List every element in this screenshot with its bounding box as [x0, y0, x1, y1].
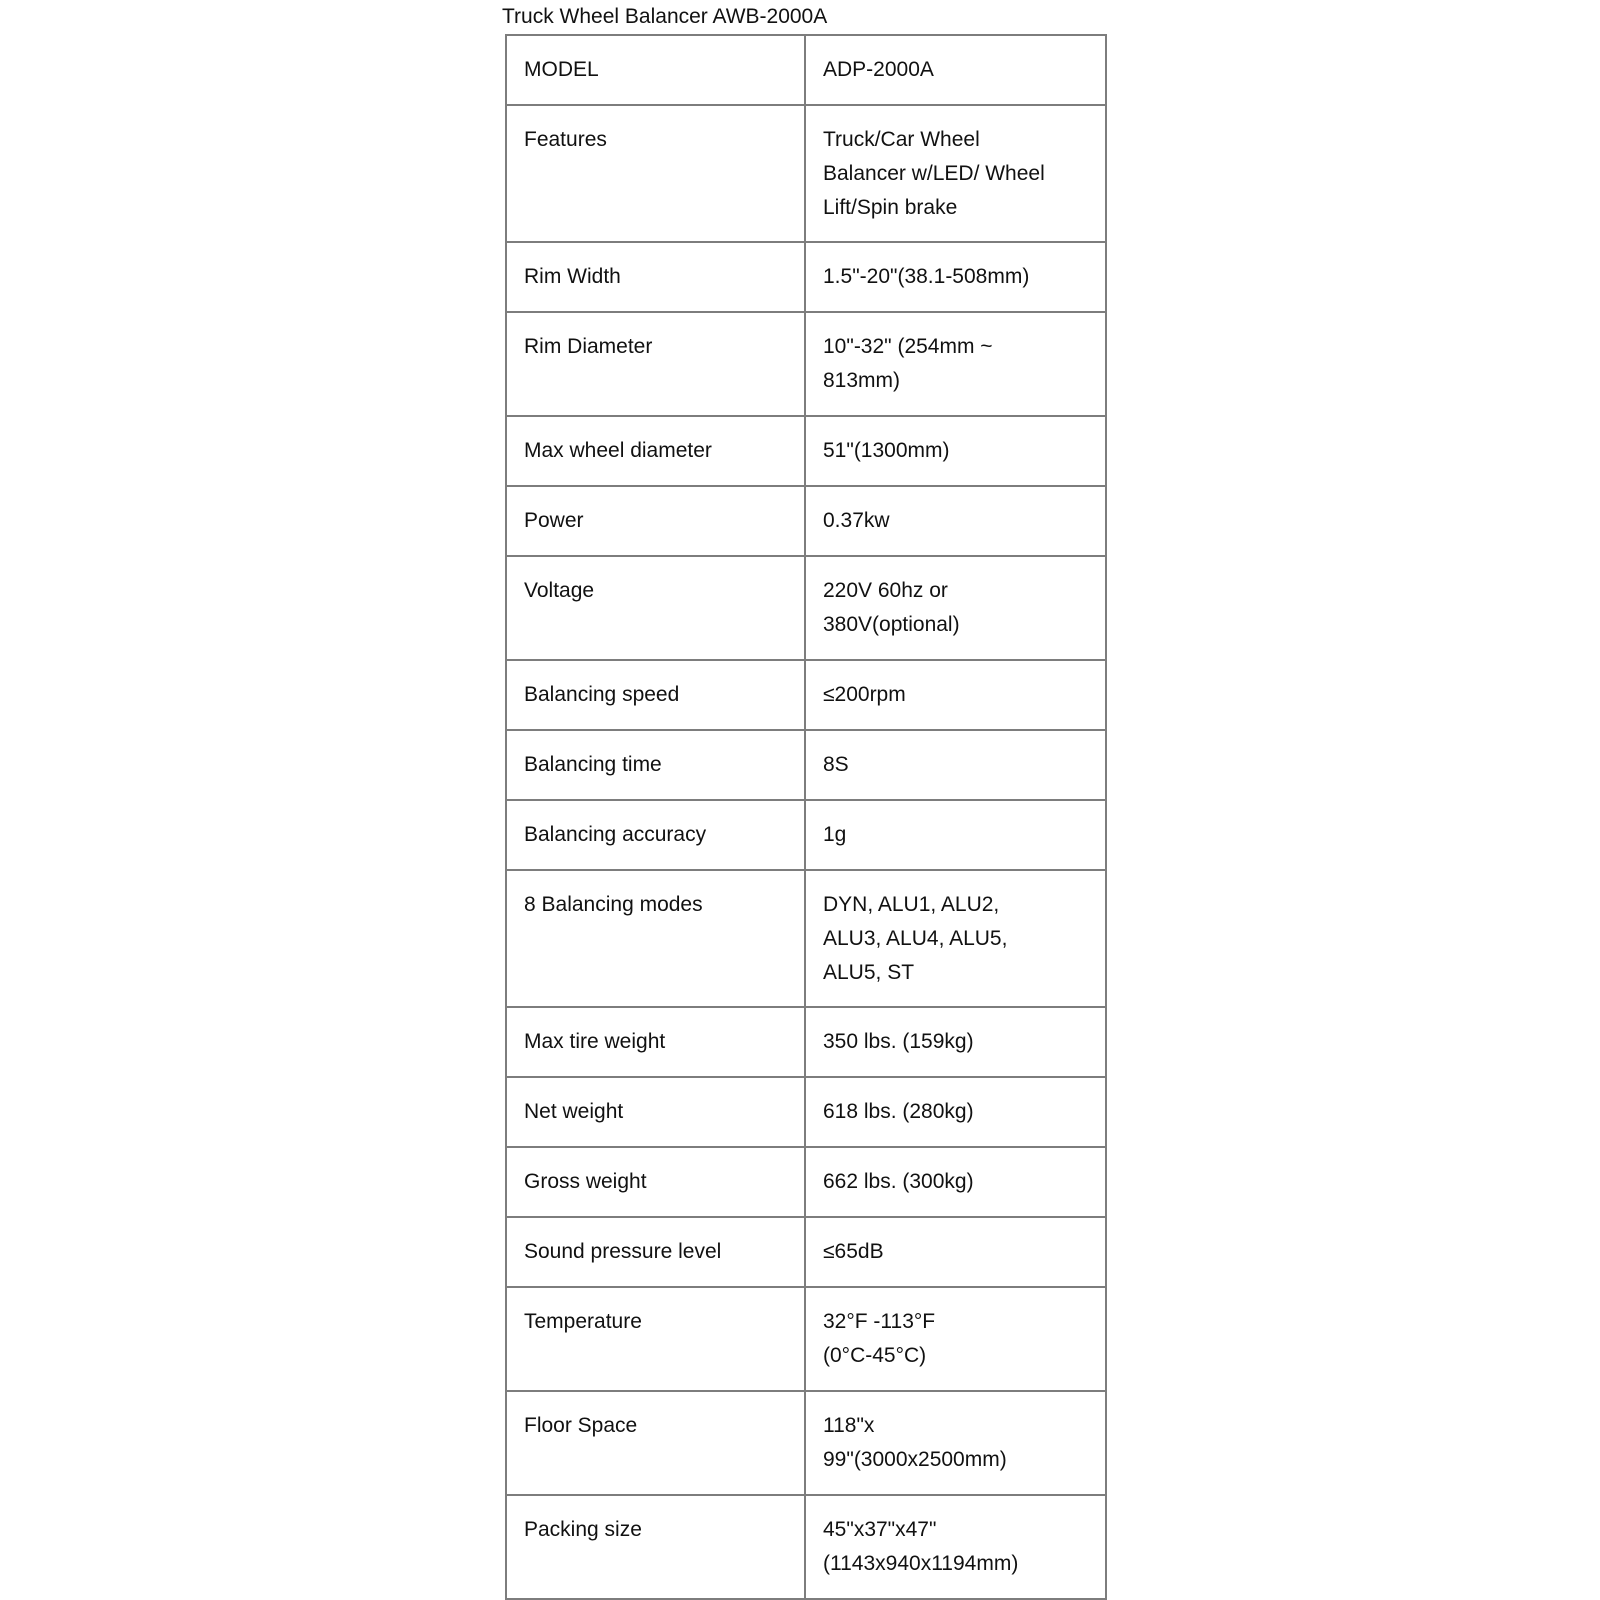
spec-value-text: 8S	[823, 753, 849, 776]
spec-value	[805, 1495, 1106, 1599]
table-row	[506, 1287, 1106, 1391]
spec-value	[805, 800, 1106, 870]
spec-label: Gross weight	[506, 1147, 805, 1217]
spec-table	[505, 34, 1107, 1600]
spec-label: Max tire weight	[506, 1007, 805, 1077]
spec-value-text: DYN, ALU1, ALU2, ALU3, ALU4, ALU5, ALU5, ST	[823, 893, 1008, 984]
spec-value-text: 1g	[823, 823, 847, 846]
spec-value-text: 32°F -113°F (0°C-45°C)	[823, 1310, 936, 1367]
spec-value-text: 220V 60hz or 380V(optional)	[823, 579, 960, 636]
spec-value	[805, 1217, 1106, 1287]
table-row	[506, 870, 1106, 1007]
table-row	[506, 556, 1106, 660]
spec-label: MODEL	[506, 35, 805, 105]
spec-label: Power	[506, 486, 805, 556]
spec-value-text: 1.5"-20"(38.1-508mm)	[823, 265, 1030, 288]
spec-value	[805, 1077, 1106, 1147]
spec-value-text: ≤65dB	[823, 1240, 884, 1263]
spec-value-text: 10"-32" (254mm ~ 813mm)	[823, 335, 993, 392]
spec-label: Net weight	[506, 1077, 805, 1147]
spec-value-text: 0.37kw	[823, 509, 890, 532]
table-row	[506, 416, 1106, 486]
spec-value-text: Truck/Car Wheel Balancer w/LED/ Wheel Lift/Spin brake	[823, 128, 1045, 219]
spec-label: 8 Balancing modes	[506, 870, 805, 1007]
spec-value-text: ADP-2000A	[823, 58, 934, 81]
table-row	[506, 1391, 1106, 1495]
spec-value-text: 350 lbs. (159kg)	[823, 1030, 974, 1053]
spec-label: Balancing accuracy	[506, 800, 805, 870]
table-row	[506, 1077, 1106, 1147]
spec-value-text: ≤200rpm	[823, 683, 906, 706]
table-row	[506, 1007, 1106, 1077]
spec-label: Packing size	[506, 1495, 805, 1599]
table-row	[506, 1217, 1106, 1287]
spec-value	[805, 105, 1106, 242]
spec-value	[805, 1007, 1106, 1077]
spec-value	[805, 35, 1106, 105]
spec-value	[805, 556, 1106, 660]
spec-value	[805, 1391, 1106, 1495]
table-row	[506, 105, 1106, 242]
table-row	[506, 35, 1106, 105]
document-title: Truck Wheel Balancer AWB-2000A	[502, 5, 828, 28]
spec-value-text: 45"x37"x47" (1143x940x1194mm)	[823, 1518, 1019, 1575]
spec-value	[805, 416, 1106, 486]
spec-value	[805, 660, 1106, 730]
spec-value-text: 662 lbs. (300kg)	[823, 1170, 974, 1193]
spec-value	[805, 870, 1106, 1007]
spec-label: Voltage	[506, 556, 805, 660]
spec-label: Floor Space	[506, 1391, 805, 1495]
spec-value	[805, 730, 1106, 800]
table-row	[506, 1147, 1106, 1217]
spec-value-text: 118"x 99"(3000x2500mm)	[823, 1414, 1007, 1471]
table-row	[506, 660, 1106, 730]
spec-value-text: 51"(1300mm)	[823, 439, 950, 462]
spec-value	[805, 486, 1106, 556]
table-row	[506, 1495, 1106, 1599]
spec-value	[805, 1147, 1106, 1217]
spec-label: Rim Width	[506, 242, 805, 312]
spec-label: Temperature	[506, 1287, 805, 1391]
table-row	[506, 242, 1106, 312]
table-row	[506, 800, 1106, 870]
spec-label: Balancing speed	[506, 660, 805, 730]
table-row	[506, 486, 1106, 556]
table-row	[506, 730, 1106, 800]
spec-label: Max wheel diameter	[506, 416, 805, 486]
spec-label: Features	[506, 105, 805, 242]
spec-label: Balancing time	[506, 730, 805, 800]
spec-value	[805, 312, 1106, 416]
table-row	[506, 312, 1106, 416]
spec-label: Rim Diameter	[506, 312, 805, 416]
spec-value	[805, 1287, 1106, 1391]
spec-value-text: 618 lbs. (280kg)	[823, 1100, 974, 1123]
spec-label: Sound pressure level	[506, 1217, 805, 1287]
spec-value	[805, 242, 1106, 312]
